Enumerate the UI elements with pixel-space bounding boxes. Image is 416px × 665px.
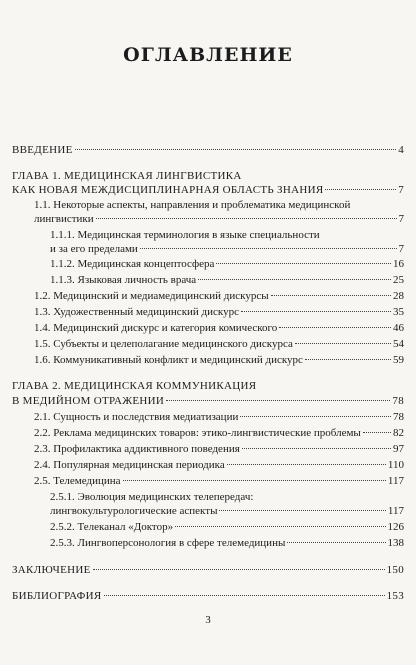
toc-entry-page: 117: [387, 475, 404, 487]
toc-entry-conclusion[interactable]: [12, 564, 404, 577]
toc-entry-page: 126: [387, 521, 404, 533]
toc-entry-title: 1.2. Медицинский и медиамедицинский дискурсы: [34, 290, 269, 302]
toc-entry-title: 1.3. Художественный медицинский дискурс: [34, 306, 239, 318]
leader-dots: [325, 189, 396, 190]
toc-entry-title: 1.1.1. Медицинская терминология в языке специальности: [50, 229, 320, 241]
leader-dots: [363, 432, 391, 433]
leader-dots: [287, 542, 385, 543]
leader-dots: [175, 526, 385, 527]
toc-entry-page: 46: [393, 322, 404, 334]
toc-entry-title: и за его пределами: [50, 243, 138, 255]
toc-section-2-5-3[interactable]: [50, 537, 404, 550]
toc-entry-page: 117: [387, 505, 404, 517]
toc-section-1-4[interactable]: [34, 322, 404, 335]
toc-entry-page: 35: [393, 306, 404, 318]
toc-chapter-2-line-1[interactable]: [12, 380, 404, 393]
toc-entry-title: КАК НОВАЯ МЕЖДИСЦИПЛИНАРНАЯ ОБЛАСТЬ ЗНАНИЯ: [12, 184, 324, 196]
toc-section-1-1-1-line-1[interactable]: [50, 229, 404, 242]
leader-dots: [227, 464, 386, 465]
toc-entry-title: 1.4. Медицинский дискурс и категория комического: [34, 322, 278, 334]
toc-chapter-1-line-1[interactable]: [12, 170, 404, 183]
toc-section-1-1-line-1[interactable]: [34, 199, 404, 212]
toc-section-2-4[interactable]: [34, 459, 404, 472]
toc-section-1-1-1-line-2[interactable]: [50, 243, 404, 256]
toc-entry-title: ГЛАВА 1. МЕДИЦИНСКАЯ ЛИНГВИСТИКА: [12, 170, 242, 182]
leader-dots: [240, 416, 391, 417]
page-title: ОГЛАВЛЕНИЕ: [123, 44, 293, 66]
leader-dots: [198, 279, 391, 280]
toc-entry-page: 97: [393, 443, 404, 455]
toc-section-2-5-2[interactable]: [50, 521, 404, 534]
toc-entry-title: 1.5. Субъекты и целеполагание медицинского дискурса: [34, 338, 293, 350]
toc-entry-page: 110: [387, 459, 404, 471]
leader-dots: [140, 248, 397, 249]
toc-entry-page: 28: [393, 290, 404, 302]
leader-dots: [216, 263, 391, 264]
leader-dots: [279, 327, 391, 328]
leader-dots: [75, 149, 397, 150]
toc-section-2-1[interactable]: [34, 411, 404, 424]
toc-chapter-1-line-2[interactable]: [12, 184, 404, 197]
toc-entry-page: 59: [393, 354, 404, 366]
toc-section-1-2[interactable]: [34, 290, 404, 303]
toc-entry-page: 54: [393, 338, 404, 350]
page-number: 3: [205, 614, 211, 626]
leader-dots: [242, 448, 391, 449]
leader-dots: [93, 569, 385, 570]
toc-section-2-5-1-line-1[interactable]: [50, 491, 404, 504]
toc-entry-page: 78: [393, 411, 404, 423]
toc-entry-title: лингвокультурологические аспекты: [50, 505, 218, 517]
toc-entry-title: ЗАКЛЮЧЕНИЕ: [12, 564, 91, 576]
leader-dots: [166, 400, 390, 401]
toc-entry-title: 2.4. Популярная медицинская периодика: [34, 459, 225, 471]
toc-entry-title: 1.1.2. Медицинская концептосфера: [50, 258, 215, 270]
toc-entry-title: 2.5. Телемедицина: [34, 475, 121, 487]
toc-section-1-5[interactable]: [34, 338, 404, 351]
toc-entry-title: 2.5.1. Эволюция медицинских телепередач:: [50, 491, 254, 503]
toc-entry-page: 7: [398, 184, 404, 196]
toc-entry-page: 4: [398, 144, 404, 156]
leader-dots: [96, 218, 397, 219]
toc-section-1-6[interactable]: [34, 354, 404, 367]
toc-section-1-3[interactable]: [34, 306, 404, 319]
toc-entry-page: 82: [393, 427, 404, 439]
toc-entry-title: В МЕДИЙНОМ ОТРАЖЕНИИ: [12, 395, 165, 407]
toc-entry-title: 2.5.3. Лингвоперсонология в сфере телемедицины: [50, 537, 286, 549]
toc-section-2-5[interactable]: [34, 475, 404, 488]
toc-entry-intro[interactable]: [12, 144, 404, 157]
toc-section-2-2[interactable]: [34, 427, 404, 440]
leader-dots: [295, 343, 391, 344]
toc-entry-page: 153: [386, 590, 404, 602]
toc-section-1-1-3[interactable]: [50, 274, 404, 287]
toc-entry-title: лингвистики: [34, 213, 94, 225]
leader-dots: [241, 311, 391, 312]
toc-entry-page: 7: [398, 213, 404, 225]
toc-section-2-3[interactable]: [34, 443, 404, 456]
toc-entry-title: 2.2. Реклама медицинских товаров: этико-лингвистические проблемы: [34, 427, 361, 439]
toc-entry-title: 1.1.3. Языковая личность врача: [50, 274, 197, 286]
toc-entry-title: 1.6. Коммуникативный конфликт и медицинский дискурс: [34, 354, 303, 366]
toc-entry-page: 16: [393, 258, 404, 270]
toc-entry-page: 150: [386, 564, 404, 576]
toc-section-1-1-line-2[interactable]: [34, 213, 404, 226]
toc-entry-page: 7: [398, 243, 404, 255]
toc-entry-bibliography[interactable]: [12, 590, 404, 603]
toc-entry-title: ГЛАВА 2. МЕДИЦИНСКАЯ КОММУНИКАЦИЯ: [12, 380, 257, 392]
toc-entry-title: 2.5.2. Телеканал «Доктор»: [50, 521, 174, 533]
toc-entry-title: ВВЕДЕНИЕ: [12, 144, 73, 156]
toc-entry-title: 2.1. Сущность и последствия медиатизации: [34, 411, 239, 423]
toc-section-1-1-2[interactable]: [50, 258, 404, 271]
toc-entry-page: 25: [393, 274, 404, 286]
toc-entry-page: 78: [392, 395, 404, 407]
toc-entry-title: БИБЛИОГРАФИЯ: [12, 590, 102, 602]
leader-dots: [219, 510, 385, 511]
leader-dots: [305, 359, 391, 360]
toc-entry-title: 2.3. Профилактика аддиктивного поведения: [34, 443, 240, 455]
leader-dots: [104, 595, 385, 596]
toc-entry-page: 138: [387, 537, 404, 549]
toc-entry-title: 1.1. Некоторые аспекты, направления и проблематика медицинской: [34, 199, 351, 211]
toc-chapter-2-line-2[interactable]: [12, 395, 404, 408]
toc-section-2-5-1-line-2[interactable]: [50, 505, 404, 518]
leader-dots: [123, 480, 386, 481]
leader-dots: [271, 295, 391, 296]
